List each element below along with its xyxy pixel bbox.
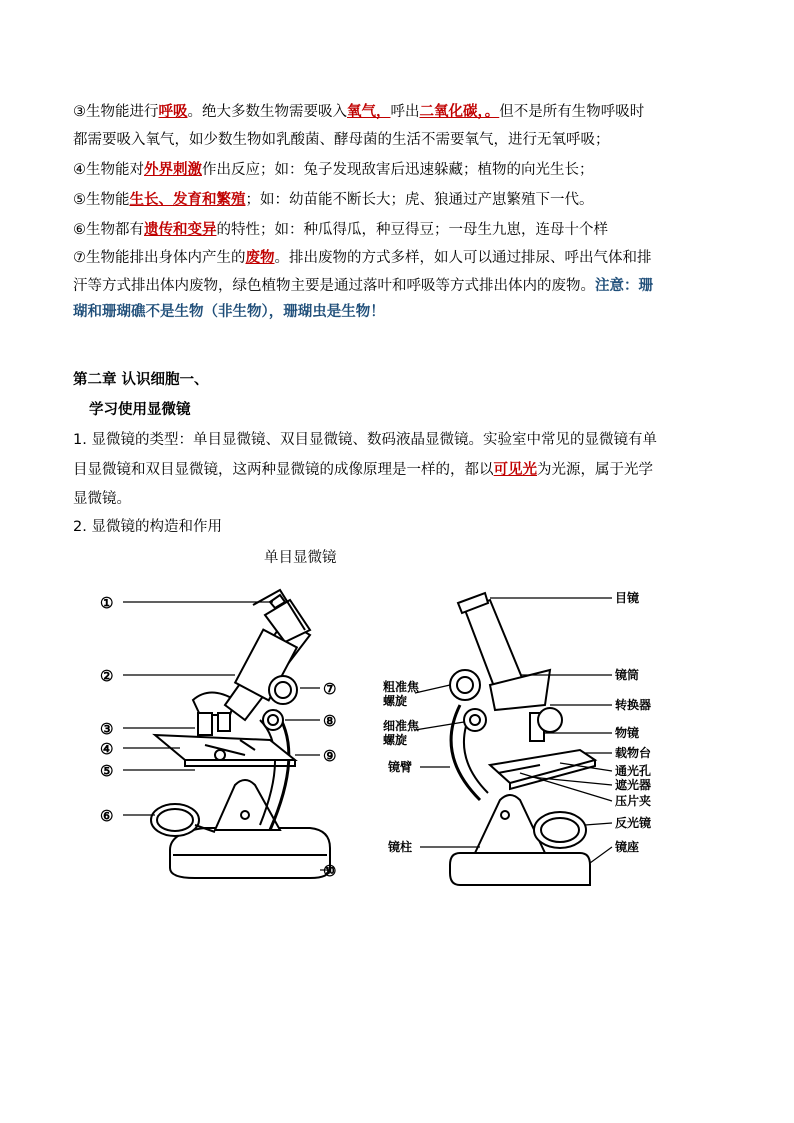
label-objective: 物镜: [615, 726, 640, 740]
label-4: ④: [100, 740, 114, 758]
text: 但不是所有生物呼吸时: [499, 104, 645, 120]
paragraph-7-line-2: [73, 276, 653, 296]
text: 为光源，属于光学: [537, 462, 653, 478]
highlight-breathing: 呼吸: [158, 104, 188, 120]
text: ；如：幼苗能不断长大；虎、狼通过产崽繁殖下一代。: [245, 192, 594, 208]
label-5: ⑤: [100, 762, 114, 780]
highlight-heredity: 遗传和变异: [144, 222, 217, 238]
text: ⑤生物能: [73, 192, 130, 208]
paragraph-7-line-3: 瑚和珊瑚礁不是生物（非生物），珊瑚虫是生物！: [73, 304, 385, 320]
label-mirror: 反光镜: [615, 816, 652, 830]
item-2: 2. 显微镜的构造和作用: [73, 519, 222, 535]
text: 作出反应；如：兔子发现敌害后迅速躲藏；植物的向光生长；: [202, 162, 594, 178]
highlight-growth: 生长、发育和繁殖: [129, 192, 246, 208]
text: 目显微镜和双目显微镜，这两种显微镜的成像原理是一样的，都以: [73, 462, 494, 478]
label-1: ①: [100, 594, 114, 612]
paragraph-5: [73, 190, 594, 210]
label-3: ③: [100, 720, 114, 738]
item-1-line-1: 1. 显微镜的类型：单目显微镜、双目显微镜、数码液晶显微镜。实验室中常见的显微镜有单: [73, 432, 657, 448]
highlight-waste: 废物: [245, 250, 275, 266]
labeled-microscope-diagram: [380, 585, 670, 890]
highlight-stimulus: 外界刺激: [144, 162, 202, 178]
text: ⑦生物能排出身体内产生的: [73, 250, 246, 266]
label-9: ⑨: [323, 747, 337, 765]
label-aperture: 通光孔: [615, 764, 652, 778]
paragraph-7-line-1: [73, 248, 652, 268]
chapter-title: 第二章 认识细胞一、: [73, 372, 209, 388]
highlight-co2: 二氧化碳，。: [419, 104, 500, 120]
text: ⑥生物都有: [73, 222, 144, 238]
highlight-visible-light: 可见光: [493, 462, 537, 478]
paragraph-3-line-2: 都需要吸入氧气，如少数生物如乳酸菌、酵母菌的生活不需要氧气，进行无氧呼吸；: [73, 132, 610, 148]
label-2: ②: [100, 667, 114, 685]
text: ③生物能进行: [73, 104, 159, 120]
figure-caption: 单目显微镜: [264, 550, 337, 566]
label-base: 镜座: [615, 840, 640, 854]
text: 呼出: [390, 104, 420, 120]
monocular-microscope-diagram: [95, 580, 380, 890]
paragraph-3-line-1: [73, 102, 644, 122]
text: 的特性；如：种瓜得瓜，种豆得豆；一母生九崽，连母十个样: [216, 222, 608, 238]
text: 汗等方式排出体内废物，绿色植物主要是通过落叶和呼吸等方式排出体内的废物。: [73, 278, 595, 294]
text: ④生物能对: [73, 162, 144, 178]
label-diaphragm: 遮光器: [615, 778, 652, 792]
label-6: ⑥: [100, 807, 114, 825]
label-fine-2: 螺旋: [383, 733, 408, 747]
label-arm: 镜臂: [388, 760, 413, 774]
label-nosepiece: 转换器: [615, 698, 652, 712]
label-coarse-1: 粗准焦: [383, 680, 420, 694]
label-eyepiece: 目镜: [615, 591, 640, 605]
label-8: ⑧: [323, 712, 337, 730]
label-pillar: 镜柱: [388, 840, 413, 854]
label-fine-1: 细准焦: [383, 719, 420, 733]
paragraph-4: [73, 160, 594, 180]
label-stage: 载物台: [615, 746, 652, 760]
label-tube: 镜筒: [615, 668, 640, 682]
paragraph-6: [73, 220, 608, 240]
section-title: 学习使用显微镜: [89, 402, 191, 418]
item-1-line-3: 显微镜。: [73, 491, 131, 507]
highlight-oxygen: 氧气，: [347, 104, 391, 120]
label-7: ⑦: [323, 680, 337, 698]
item-1-line-2: [73, 460, 653, 480]
label-coarse-2: 螺旋: [383, 694, 408, 708]
note-label: 注意：珊: [595, 278, 653, 294]
text: 。绝大多数生物需要吸入: [187, 104, 347, 120]
label-10: ⑩: [323, 862, 337, 880]
text: 。排出废物的方式多样，如人可以通过排尿、呼出气体和排: [274, 250, 652, 266]
label-clip: 压片夹: [615, 794, 652, 808]
